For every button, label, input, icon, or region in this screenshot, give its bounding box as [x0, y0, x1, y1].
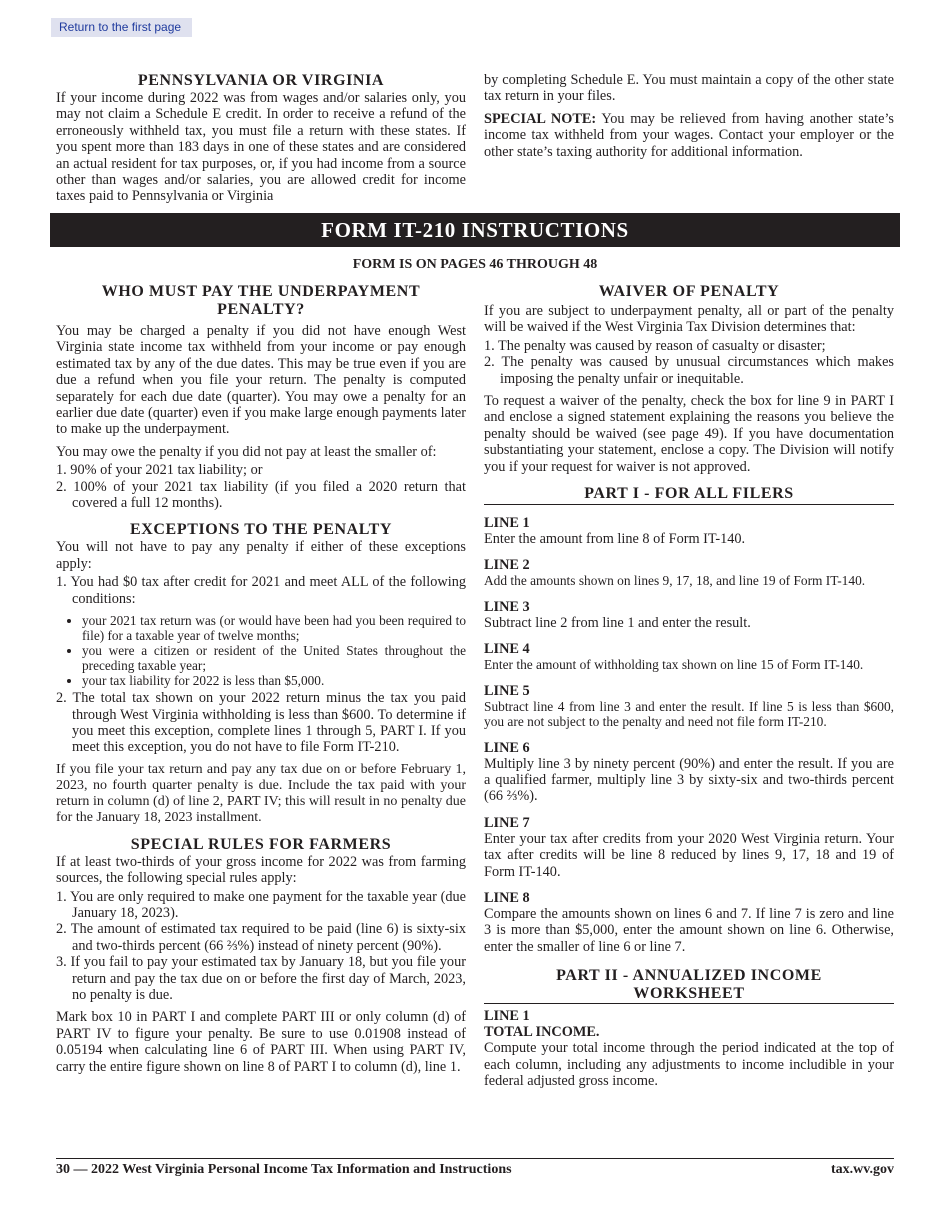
part1-heading: PART I - FOR ALL FILERS: [484, 485, 894, 505]
pa-va-heading: PENNSYLVANIA OR VIRGINIA: [137, 72, 385, 89]
part1-line-2: [484, 557, 894, 588]
part2-heading: PART II - ANNUALIZED INCOME WORKSHEET: [484, 967, 894, 1004]
part1-line-1: [484, 515, 894, 547]
line-label: LINE 1: [484, 515, 530, 532]
line-label: LINE 8: [484, 889, 530, 906]
list-item: 1. The penalty was caused by reason of casualty or disaster;: [484, 337, 826, 354]
fourth-quarter-paragraph: If you file your tax return and pay any tax due on or before February 1, 2023, no fourth quarter penalty is due. Include the tax paid with your return in column (d) of line 2, PART IV; this will result in no penalty due for the January 18, 2023 installment.: [56, 761, 466, 825]
exceptions-intro: You will not have to pay any penalty if either of these exceptions apply:: [56, 539, 466, 572]
who-must-pay-paragraph: You may be charged a penalty if you did not have enough West Virginia state income tax withheld from your income or pay enough estimated tax by any of the due dates. This may be true even if you are due a refund when you file your return. The penalty is computed separately for each due date (quarter). You may owe a penalty for an earlier due date (quarter) even if you make large enough payments later to make up the underpayment.: [56, 323, 466, 438]
line-label: LINE 3: [484, 598, 530, 615]
farmers-list: [56, 889, 466, 1004]
line-text: Enter the amount of withholding tax shown on line 15 of Form IT-140.: [484, 657, 864, 673]
pa-va-continued-section: [484, 72, 894, 166]
list-item: • your tax liability for 2022 is less than $5,000.: [82, 673, 466, 688]
footer-website: tax.wv.gov: [831, 1162, 894, 1177]
part1-line-6: [484, 740, 894, 805]
form-it210-banner: FORM IT-210 INSTRUCTIONS: [50, 213, 900, 247]
line-label: LINE 1: [484, 1008, 530, 1025]
part2-line-1: [484, 1008, 894, 1089]
list-item: • your 2021 tax return was (or would have been had you been required to file) for a taxable year of twelve months;: [82, 613, 466, 643]
farmers-intro: If at least two-thirds of your gross income for 2022 was from farming sources, the following special rules apply:: [56, 853, 466, 887]
waiver-intro: If you are subject to underpayment penalty, all or part of the penalty will be waived if the West Virginia Tax Division determines that:: [484, 303, 894, 336]
return-to-first-page-button[interactable]: Return to the first page: [51, 18, 192, 37]
part1-line-7: [484, 815, 894, 880]
part1-line-8: [484, 890, 894, 955]
line-text: Subtract line 2 from line 1 and enter the result.: [484, 614, 751, 631]
farmers-heading: SPECIAL RULES FOR FARMERS: [130, 835, 392, 853]
line-text: Multiply line 3 by ninety percent (90%) and enter the result. If you are a qualified farmer, multiply line 3 by sixty-six and two-thirds percent (66 ⅔%).: [484, 755, 894, 805]
who-must-pay-heading: WHO MUST PAY THE UNDERPAYMENT PENALTY?: [101, 283, 421, 318]
line-text: Subtract line 4 from line 3 and enter the result. If line 5 is less than $600, you are not subject to the penalty and need not file form IT-210.: [484, 698, 894, 730]
line-text: Enter the amount from line 8 of Form IT-140.: [484, 531, 746, 548]
waiver-list: [484, 338, 894, 387]
line-text: Add the amounts shown on lines 9, 17, 18, and line 19 of Form IT-140.: [484, 573, 866, 589]
list-item: • you were a citizen or resident of the United States throughout the preceding taxable year;: [82, 643, 466, 673]
pa-va-continued-text: by completing Schedule E. You must maintain a copy of the other state tax return in your files.: [484, 72, 894, 105]
list-item: 3. If you fail to pay your estimated tax by January 18, but you file your return and pay the tax due on or before the first day of March, 2023, no penalty is due.: [56, 954, 466, 1003]
owe-penalty-paragraph: You may owe the penalty if you did not pay at least the smaller of:: [56, 443, 437, 460]
exceptions-list: [56, 574, 466, 607]
exceptions-heading: EXCEPTIONS TO THE PENALTY: [129, 521, 393, 539]
line-text: Enter your tax after credits from your 2020 West Virginia return. Your tax after credits will be line 8 reduced by lines 9, 17, 18 and 19 of Form IT-140.: [484, 830, 894, 880]
pa-va-section: [56, 72, 466, 211]
list-item: 1. 90% of your 2021 tax liability; or: [56, 462, 263, 479]
exceptions-conditions-list: [56, 613, 466, 688]
exceptions-list-continued: [56, 690, 466, 756]
right-column: [484, 283, 894, 1095]
waiver-heading: WAIVER OF PENALTY: [598, 283, 780, 300]
line-label: LINE 2: [484, 557, 530, 574]
farmers-paragraph: Mark box 10 in PART I and complete PART III or only column (d) of PART IV to figure your penalty. Be sure to use 0.01908 instead of 0.05194 when calculating line 6 of PART III. When using PART IV, carry the entire figure shown on line 8 of PART I to column (d), line 1.: [56, 1009, 466, 1075]
footer-page-title: 30 — 2022 West Virginia Personal Income Tax Information and Instructions: [56, 1162, 512, 1177]
line-label: LINE 6: [484, 739, 530, 756]
list-item: 2. The amount of estimated tax required to be paid (line 6) is sixty-six and two-thirds percent (66 ⅔%) instead of ninety percent (90%).: [56, 921, 466, 954]
list-item: 1. You had $0 tax after credit for 2021 and meet ALL of the following conditions:: [56, 574, 466, 607]
list-item: 2. 100% of your 2021 tax liability (if you filed a 2020 return that covered a full 12 months).: [56, 478, 466, 512]
waiver-request-paragraph: To request a waiver of the penalty, check the box for line 9 in PART I and enclose a signed statement explaining the reasons you believe the penalty should be waived (see page 49). If you have documentation substantiating your statement, enclose a copy. The Division will notify you if your request for waiver is not approved.: [484, 393, 894, 475]
part1-line-4: [484, 641, 894, 672]
special-note-label: SPECIAL NOTE:: [484, 110, 597, 127]
list-item: 1. You are only required to make one payment for the taxable year (due January 18, 2023).: [56, 888, 466, 921]
form-pages-subtitle: FORM IS ON PAGES 46 THROUGH 48: [352, 257, 598, 272]
line-label: LINE 5: [484, 682, 530, 699]
line-text: Compute your total income through the period indicated at the top of each column, including any adjustments to income includible in your federal adjusted gross income.: [484, 1040, 894, 1089]
line-label: LINE 7: [484, 814, 530, 831]
special-note-text: You may be relieved from having another state’s income tax withheld from your wages. Contact your employer or the other state’s taxing authority for additional information.: [484, 110, 894, 160]
line-title: TOTAL INCOME.: [484, 1024, 600, 1041]
special-note: [484, 111, 894, 160]
left-column: [56, 283, 466, 1081]
line-text: Compare the amounts shown on lines 6 and 7. If line 7 is zero and line 3 is more than $5,000, enter the amount shown on line 6. Otherwise, enter the smaller of line 6 or line 7.: [484, 905, 894, 955]
list-item: 2. The penalty was caused by unusual circumstances which makes imposing the penalty unfair or inequitable.: [484, 354, 894, 387]
part1-line-3: [484, 599, 894, 631]
part1-line-5: [484, 683, 894, 730]
footer-divider: [56, 1158, 894, 1159]
owe-penalty-list: [56, 462, 466, 511]
pa-va-text: If your income during 2022 was from wages and/or salaries only, you may not claim a Schedule E credit. In order to receive a refund of the erroneously withheld tax, you must file a return with these states. If you spent more than 183 days in one of these states and are considered an actual resident for tax purposes, or, if you had income from a source other than wages and/or salaries, you are allowed credit for income taxes paid to Pennsylvania or Virginia: [56, 90, 466, 205]
line-label: LINE 4: [484, 641, 530, 658]
list-item: 2. The total tax shown on your 2022 return minus the tax you paid through West Virginia withholding is less than $600. To determine if you meet this exception, complete lines 1 through 5, PART I. If you meet this exception, you do not have to file Form IT-210.: [56, 690, 466, 756]
